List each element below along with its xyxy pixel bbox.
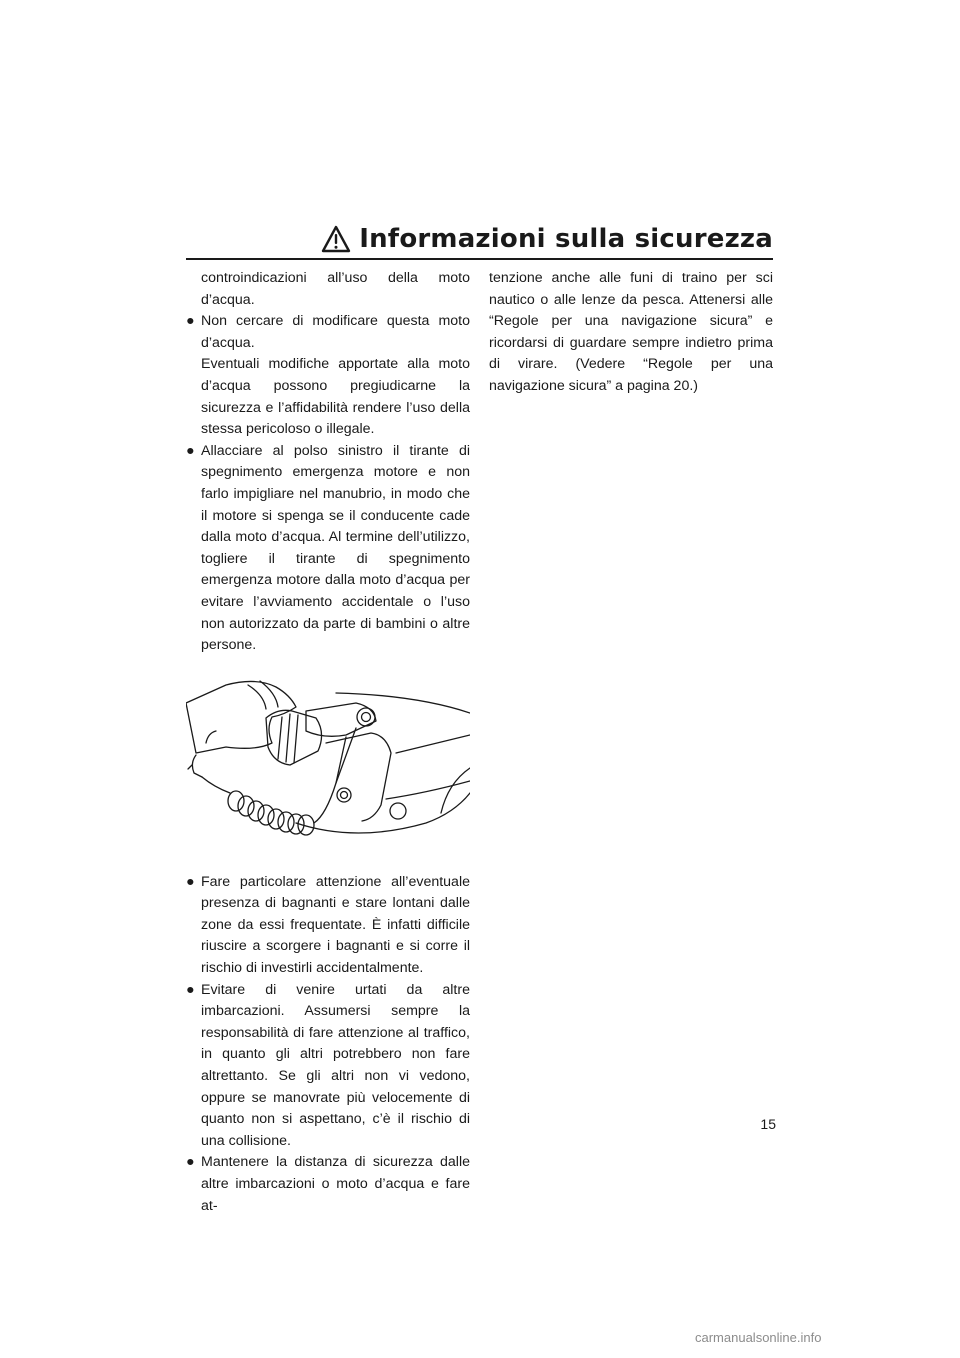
bullet-lead: Non cercare di modificare questa moto d’acqua. — [201, 313, 470, 351]
continuation-text: tenzione anche alle funi di traino per sci nautico o alle lenze da pesca. Attenersi alle “Regole per una navigazione sicura” e ricordarsi di guardare sempre indietro prima di virare. (Vedere “Regole per una navigazione sicura” a pagina 20.) — [489, 270, 773, 394]
header-rule — [186, 258, 773, 260]
list-item — [186, 441, 470, 657]
list-item — [186, 980, 470, 1153]
list-item — [186, 311, 470, 441]
bullet-lead: Allacciare al polso sinistro il tirante di spegnimento emergenza motore e non farlo impigliare nel manubrio, in modo che il motore si spenga se il conducente cade dalla moto d’acqua. Al termine dell’utilizzo, togliere il tirante di spegnimento emergenza motore dalla moto d’acqua per evitare l’avviamento accidentale o l’uso non autorizzato da parte di bambini o altre persone. — [201, 442, 470, 654]
bullet-mark: ● — [186, 442, 195, 459]
continuation-text: controindicazioni all’uso della moto d’acqua. — [201, 270, 470, 308]
right-column — [489, 268, 773, 398]
list-item — [186, 1152, 470, 1217]
bullet-mark: ● — [186, 1154, 195, 1171]
bullet-mark: ● — [186, 981, 195, 998]
watermark: carmanualsonline.info — [695, 1330, 822, 1345]
lanyard-illustration — [186, 673, 470, 859]
bullet-lead: Fare particolare attenzione all’eventuale presenza di bagnanti e stare lontani dalle zone da essi frequentate. È infatti difficile riuscire a scorgere i bagnanti e si corre il rischio di investirli accidentalmente. — [201, 873, 470, 977]
page-number: 15 — [760, 1116, 776, 1132]
left-column — [186, 268, 470, 1217]
bullet-lead: Mantenere la distanza di sicurezza dalle altre imbarcazioni o moto d’acqua e fare at- — [201, 1154, 470, 1214]
bullet-body: Eventuali modifiche apportate alla moto d’acqua possono pregiudicarne la sicurezza e l’affidabilità rendere l’uso della stessa pericoloso o illegale. — [201, 356, 470, 438]
list-item — [186, 872, 470, 980]
warning-triangle-icon — [321, 225, 351, 253]
bullet-mark: ● — [186, 873, 195, 890]
page-title: Informazioni sulla sicurezza — [359, 224, 773, 254]
page-header — [186, 222, 773, 256]
bullet-mark: ● — [186, 313, 195, 330]
bullet-lead: Evitare di venire urtati da altre imbarcazioni. Assumersi sempre la responsabilità di fare attenzione al traffico, in quanto gli altri potrebbero non fare altrettanto. Se gli altri non vi vedono, oppure se manovrate più velocemente di quanto non si aspettano, c’è il rischio di una collisione. — [201, 981, 470, 1149]
